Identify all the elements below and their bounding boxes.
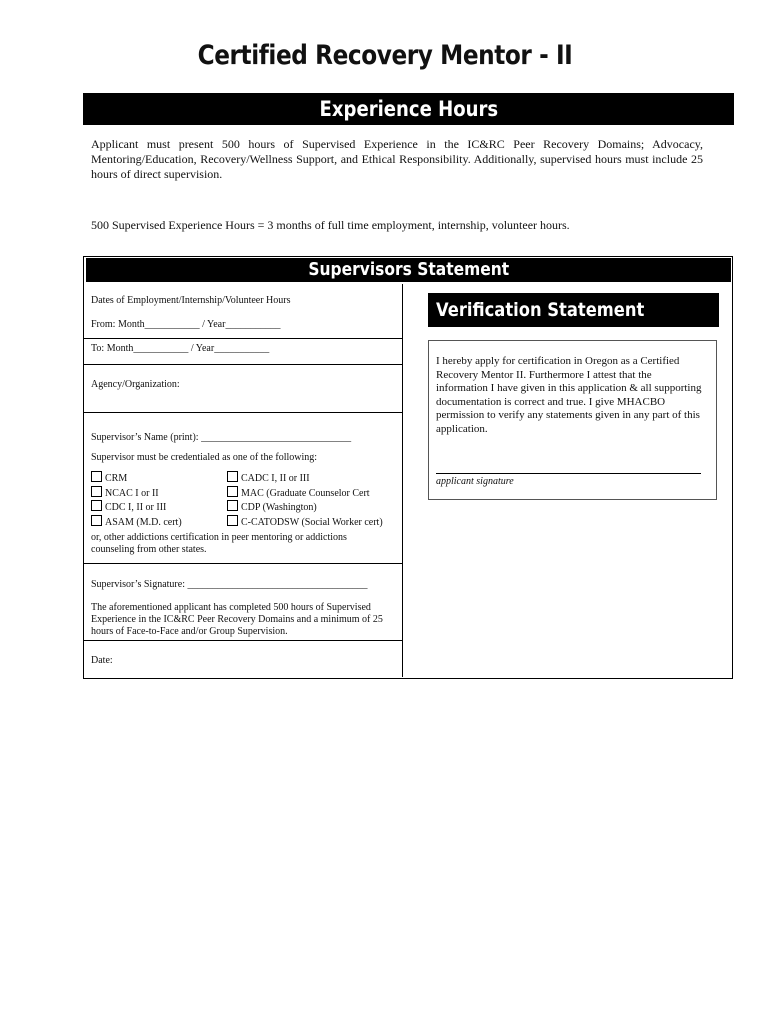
dates-label: Dates of Employment/Internship/Volunteer Hours: [91, 295, 291, 306]
checkbox-icon[interactable]: [91, 515, 102, 526]
hours-note: 500 Supervised Experience Hours = 3 months of full time employment, internship, volunteer hours.: [91, 218, 570, 232]
credential-option[interactable]: MAC (Graduate Counselor Cert: [227, 486, 383, 501]
divider: [84, 412, 402, 413]
supervisor-name-field[interactable]: Supervisor’s Name (print): ______________________________: [91, 432, 352, 443]
experience-hours-header: [83, 93, 734, 125]
checkbox-icon[interactable]: [227, 486, 238, 497]
divider: [84, 364, 402, 365]
verification-statement-header: [428, 293, 719, 327]
verification-statement-heading: Verification Statement: [436, 299, 645, 321]
credential-option[interactable]: CDP (Washington): [227, 500, 383, 515]
experience-intro: Applicant must present 500 hours of Supervised Experience in the IC&RC Peer Recovery Domains; Advocacy, Mentoring/Education, Recovery/Wellness Support, and Ethical Responsibility. Additionally, supervised hours must include 25 hours of direct supervision.: [91, 137, 703, 181]
checkbox-icon[interactable]: [91, 471, 102, 482]
applicant-signature-line[interactable]: [436, 473, 701, 474]
checkbox-icon[interactable]: [91, 500, 102, 511]
supervisor-statement-heading: Supervisors Statement: [308, 259, 509, 280]
credential-option[interactable]: CRM: [91, 471, 182, 486]
agency-field[interactable]: Agency/Organization:: [91, 379, 180, 390]
completion-note: The aforementioned applicant has completed 500 hours of Supervised Experience in the IC&RC Peer Recovery Domains and a minimum of 25 hours of Face-to-Face and/or Group Supervision.: [91, 602, 383, 637]
document-title: Certified Recovery Mentor - II: [197, 40, 573, 71]
date-field[interactable]: Date:: [91, 655, 113, 666]
checkbox-icon[interactable]: [227, 471, 238, 482]
credential-intro: Supervisor must be credentialed as one of the following:: [91, 452, 318, 463]
credential-option[interactable]: CADC I, II or III: [227, 471, 383, 486]
credentials-left-list: [91, 471, 182, 529]
other-certification-note: or, other addictions certification in peer mentoring or addictions counseling from other states.: [91, 532, 347, 555]
checkbox-icon[interactable]: [227, 515, 238, 526]
to-field[interactable]: To: Month___________ / Year___________: [91, 343, 270, 354]
from-field[interactable]: From: Month___________ / Year___________: [91, 319, 281, 330]
checkbox-icon[interactable]: [227, 500, 238, 511]
credential-option[interactable]: CDC I, II or III: [91, 500, 182, 515]
supervisor-signature-field[interactable]: Supervisor’s Signature: ____________________________________: [91, 579, 368, 590]
credential-option[interactable]: C-CATODSW (Social Worker cert): [227, 515, 383, 530]
supervisor-form-column: [84, 284, 403, 677]
credential-option[interactable]: NCAC I or II: [91, 486, 182, 501]
divider: [84, 338, 402, 339]
divider: [84, 640, 402, 641]
experience-hours-heading: Experience Hours: [319, 97, 498, 121]
credentials-right-list: [227, 471, 383, 529]
divider: [84, 563, 402, 564]
applicant-signature-label: applicant signature: [436, 476, 514, 487]
verification-text: I hereby apply for certification in Oregon as a Certified Recovery Mentor II. Furthermore I attest that the information I have given in this application & all supporting documentation is correct and true. I give MHACBO permission to verify any statements given in any part of this application.: [436, 355, 702, 435]
supervisor-statement-header: [86, 258, 731, 282]
verification-statement-box: [428, 340, 717, 500]
checkbox-icon[interactable]: [91, 486, 102, 497]
credential-option[interactable]: ASAM (M.D. cert): [91, 515, 182, 530]
